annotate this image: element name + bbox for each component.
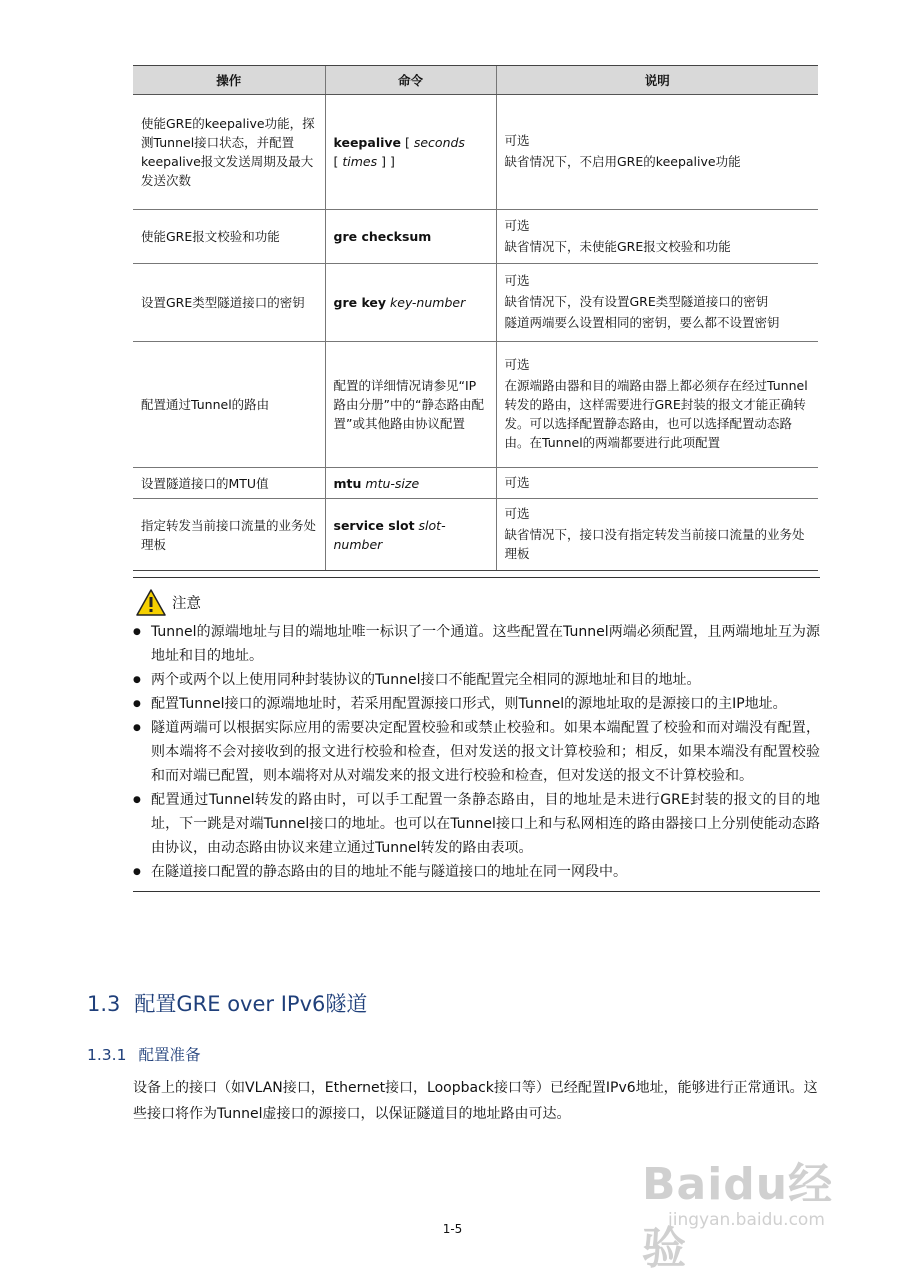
watermark-site: jingyan.baidu.com [668, 1210, 825, 1230]
description-line: 可选 [504, 273, 530, 288]
description-cell [496, 95, 818, 210]
table-row [133, 499, 818, 571]
operation-cell: 配置通过Tunnel的路由 [133, 342, 325, 468]
caution-box [133, 577, 820, 892]
description-line: 隧道两端要么设置相同的密钥，要么都不设置密钥 [504, 315, 780, 330]
operation-cell: 指定转发当前接口流量的业务处理板 [133, 499, 325, 571]
command-keyword: keepalive [333, 135, 402, 150]
list-item: ● 配置通过Tunnel转发的路由时，可以手工配置一条静态路由，目的地址是未进行GRE封装的报文的目的地址，下一跳是对端Tunnel接口的地址。也可以在Tunnel接口上和与私网相连的路由器接口上分别使能动态路由协议，由动态路由协议来建立通过Tunnel转发的路由表项。 [133, 788, 820, 860]
description-line: 可选 [504, 506, 530, 521]
subsection-title: 配置准备 [138, 1046, 201, 1064]
section-heading [87, 988, 367, 1018]
command-cell [325, 468, 496, 499]
list-item: ● 配置Tunnel接口的源端地址时，若采用配置源接口形式，则Tunnel的源地址取的是源接口的主IP地址。 [133, 692, 820, 716]
table-row [133, 95, 818, 210]
description-line: 缺省情况下，未使能GRE报文校验和功能 [504, 238, 731, 254]
header-command: 命令 [325, 66, 496, 95]
command-cell [325, 95, 496, 210]
command-keyword: mtu [333, 475, 362, 491]
command-cell [325, 499, 496, 571]
section-title: 配置GRE over IPv6隧道 [134, 992, 368, 1016]
config-table [133, 65, 818, 571]
description-cell [496, 264, 818, 342]
caution-header [136, 589, 820, 616]
description-line: 可选 [504, 217, 530, 233]
command-cell [325, 210, 496, 264]
subsection-heading [87, 1043, 200, 1065]
description-line: 可选 [504, 474, 530, 490]
description-line: 缺省情况下，不启用GRE的keepalive功能 [504, 154, 741, 169]
operation-cell: 使能GRE报文校验和功能 [133, 210, 325, 264]
operation-cell: 设置GRE类型隧道接口的密钥 [133, 264, 325, 342]
description-cell [496, 468, 818, 499]
page-number: 1-5 [442, 1222, 463, 1236]
operation-cell: 设置隧道接口的MTU值 [133, 468, 325, 499]
command-argument: times [342, 154, 378, 169]
description-cell [496, 499, 818, 571]
header-description: 说明 [496, 66, 818, 95]
description-line: 缺省情况下，接口没有指定转发当前接口流量的业务处理板 [504, 527, 805, 561]
header-operation: 操作 [133, 66, 325, 95]
list-item: ● Tunnel的源端地址与目的端地址唯一标识了一个通道。这些配置在Tunnel两端必须配置，且两端地址互为源地址和目的地址。 [133, 620, 820, 668]
command-syntax: [ [401, 135, 414, 150]
command-cell: 配置的详细情况请参见“IP路由分册”中的“静态路由配置”或其他路由协议配置 [325, 342, 496, 468]
command-syntax: [ [333, 154, 343, 169]
table-row [133, 342, 818, 468]
operation-cell: 使能GRE的keepalive功能，探测Tunnel接口状态，并配置keepalive报文发送周期及最大发送次数 [133, 95, 325, 210]
command-argument: mtu-size [365, 475, 420, 491]
command-keyword: gre key [333, 295, 387, 310]
description-line: 可选 [504, 133, 530, 148]
list-item: ● 在隧道接口配置的静态路由的目的地址不能与隧道接口的地址在同一网段中。 [133, 860, 820, 884]
body-paragraph: 设备上的接口（如VLAN接口，Ethernet接口，Loopback接口等）已经配置IPv6地址，能够进行正常通讯。这些接口将作为Tunnel虚接口的源接口，以保证隧道目的地址路由可达。 [133, 1080, 818, 1122]
command-argument: key-number [390, 295, 466, 310]
description-line: 在源端路由器和目的端路由器上都必须存在经过Tunnel转发的路由，这样需要进行GRE封装的报文才能正确转发。可以选择配置静态路由，也可以选择配置动态路由。在Tunnel的两端都要进行此项配置 [504, 378, 808, 450]
description-cell [496, 210, 818, 264]
command-argument: slot-number [333, 517, 446, 552]
description-line: 缺省情况下，没有设置GRE类型隧道接口的密钥 [504, 294, 769, 309]
subsection-number: 1.3.1 [87, 1046, 127, 1064]
warning-triangle-icon [136, 589, 166, 616]
command-keyword: service slot [333, 517, 415, 533]
section-number: 1.3 [87, 992, 121, 1016]
command-cell [325, 264, 496, 342]
table-row [133, 468, 818, 499]
description-line: 可选 [504, 357, 530, 372]
command-argument: seconds [413, 135, 465, 150]
caution-title: 注意 [172, 596, 201, 612]
table-row [133, 210, 818, 264]
watermark-brand: Baidu经验 [642, 1159, 834, 1274]
table-row [133, 264, 818, 342]
description-cell [496, 342, 818, 468]
command-syntax: ] ] [377, 154, 395, 169]
list-item: ● 两个或两个以上使用同种封装协议的Tunnel接口不能配置完全相同的源地址和目的地址。 [133, 668, 820, 692]
command-keyword: gre checksum [333, 229, 432, 244]
list-item: ● 隧道两端可以根据实际应用的需要决定配置校验和或禁止校验和。如果本端配置了校验和而对端没有配置，则本端将不会对接收到的报文进行校验和检查，但对发送的报文计算校验和；相反，如果本端没有配置校验和而对端已配置，则本端将对从对端发来的报文进行校验和检查，但对发送的报文不计算校验和。 [133, 716, 820, 788]
caution-list [133, 620, 820, 884]
table-header-row [133, 66, 818, 95]
